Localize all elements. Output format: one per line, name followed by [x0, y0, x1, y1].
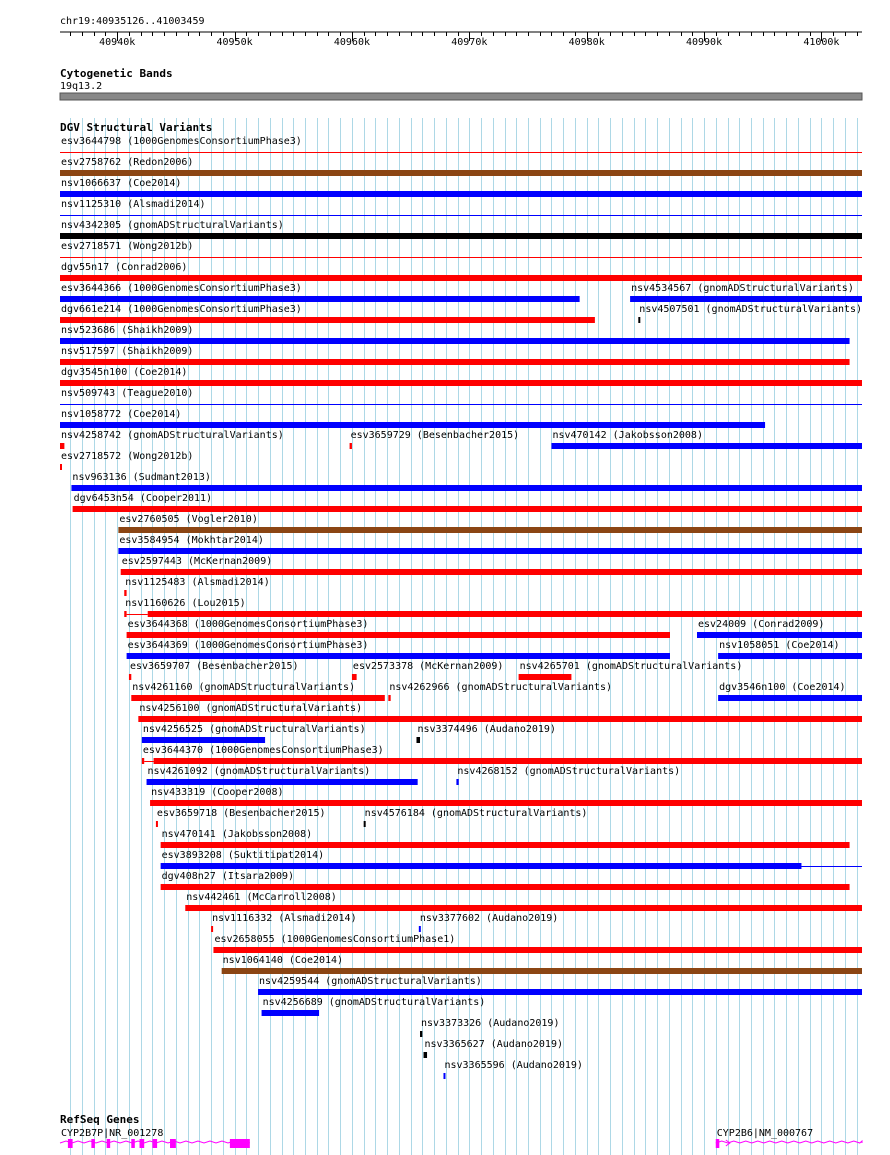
dgv-feature[interactable] [718, 682, 862, 701]
dgv-feature-bar[interactable] [352, 674, 357, 680]
dgv-feature[interactable] [416, 724, 555, 743]
dgv-feature-bar[interactable] [138, 716, 862, 722]
dgv-feature[interactable] [60, 451, 193, 470]
dgv-feature[interactable] [697, 619, 862, 638]
dgv-feature[interactable] [60, 430, 284, 449]
dgv-feature[interactable] [388, 682, 612, 701]
dgv-feature-bar[interactable] [118, 527, 862, 533]
dgv-feature-label: dgv3546n100 (Coe2014) [719, 682, 846, 693]
dgv-feature[interactable] [419, 913, 558, 932]
dgv-feature-label: esv3644798 (1000GenomesConsortiumPhase3) [61, 136, 302, 147]
dgv-feature-label: nsv4256525 (gnomADStructuralVariants) [142, 724, 366, 735]
dgv-feature-label: nsv509743 (Teague2010) [61, 388, 194, 399]
dgv-feature-label: nsv442461 (McCarroll2008) [186, 892, 337, 903]
dgv-feature-label: esv2718571 (Wong2012b) [61, 241, 194, 252]
dgv-feature[interactable] [185, 892, 862, 911]
dgv-feature-bar[interactable] [551, 443, 862, 449]
dgv-feature-bar[interactable] [60, 317, 595, 323]
dgv-feature[interactable] [118, 514, 862, 533]
dgv-feature-label: nsv4507501 (gnomADStructuralVariants) [639, 304, 863, 315]
dgv-feature-bar[interactable] [443, 1073, 445, 1079]
dgv-feature-bar[interactable] [60, 257, 862, 258]
dgv-feature[interactable] [60, 262, 862, 281]
dgv-feature-label: nsv4265701 (gnomADStructuralVariants) [519, 661, 743, 672]
dgv-feature-bar[interactable] [60, 233, 862, 239]
dgv-feature-bar[interactable] [60, 443, 64, 449]
dgv-feature[interactable] [142, 745, 862, 764]
dgv-feature-label: dgv55n17 (Conrad2006) [61, 262, 188, 273]
dgv-feature[interactable] [60, 409, 765, 428]
dgv-feature[interactable] [60, 367, 862, 386]
dgv-feature-bar[interactable] [142, 758, 144, 764]
dgv-feature-label: esv3659729 (Besenbacher2015) [350, 430, 520, 441]
ruler-tick-label: 40970k [451, 37, 488, 48]
dgv-feature-bar[interactable] [124, 590, 126, 596]
dgv-track [60, 121, 862, 1079]
dgv-feature-label: esv3644368 (1000GenomesConsortiumPhase3) [127, 619, 369, 630]
refseq-gene-exon[interactable] [107, 1139, 111, 1148]
dgv-feature-label: nsv963136 (Sudmant2013) [72, 472, 211, 483]
dgv-feature-bar[interactable] [638, 317, 640, 323]
dgv-feature-bar[interactable] [364, 821, 366, 827]
refseq-gene-exon[interactable] [140, 1139, 145, 1148]
dgv-feature[interactable] [60, 220, 862, 239]
refseq-gene[interactable] [60, 1128, 250, 1148]
refseq-gene-exon[interactable] [170, 1139, 176, 1148]
dgv-feature[interactable] [638, 304, 862, 323]
dgv-feature[interactable] [630, 283, 862, 302]
ruler-tick-label: 40940k [99, 37, 136, 48]
dgv-feature[interactable] [161, 850, 862, 869]
dgv-feature[interactable] [60, 199, 862, 216]
dgv-feature-label: esv2658055 (1000GenomesConsortiumPhase1) [214, 934, 456, 945]
dgv-feature[interactable] [124, 577, 270, 596]
dgv-feature[interactable] [60, 157, 862, 176]
dgv-feature-bar[interactable] [124, 611, 126, 617]
dgv-feature-bar[interactable] [127, 632, 670, 638]
dgv-feature-label: dgv3545n100 (Coe2014) [61, 367, 188, 378]
dgv-feature-label: nsv1058772 (Coe2014) [61, 409, 182, 420]
dgv-feature[interactable] [60, 304, 595, 323]
dgv-feature-label: esv3644369 (1000GenomesConsortiumPhase3) [127, 640, 369, 651]
refseq-gene-exon[interactable] [716, 1139, 720, 1148]
dgv-feature[interactable] [60, 241, 862, 258]
dgv-feature[interactable] [352, 661, 504, 680]
dgv-feature-label: nsv3365627 (Audano2019) [424, 1039, 564, 1050]
cytoband-track-title: Cytogenetic Bands [60, 67, 173, 80]
dgv-feature-bar[interactable] [222, 968, 862, 974]
dgv-feature-label: esv3644366 (1000GenomesConsortiumPhase3) [61, 283, 302, 294]
ruler-tick-label: 40990k [685, 37, 723, 48]
dgv-feature-bar[interactable] [131, 695, 385, 701]
dgv-feature-label: nsv4256689 (gnomADStructuralVariants) [262, 997, 486, 1008]
ruler-tick-label: 41000k [803, 37, 840, 48]
dgv-feature-bar[interactable] [60, 152, 862, 153]
dgv-feature-bar[interactable] [156, 821, 158, 827]
dgv-feature-label: nsv4261160 (gnomADStructuralVariants) [132, 682, 356, 693]
dgv-feature-label: nsv1160626 (Lou2015) [125, 598, 246, 609]
dgv-feature[interactable] [156, 808, 326, 827]
dgv-feature[interactable] [142, 724, 366, 743]
dgv-feature-bar[interactable] [154, 758, 862, 764]
refseq-track-title: RefSeq Genes [60, 1113, 140, 1126]
dgv-feature[interactable] [71, 472, 862, 491]
dgv-feature[interactable] [222, 955, 862, 974]
dgv-feature[interactable] [258, 976, 862, 995]
dgv-feature-label: esv2760505 (Vogler2010) [119, 514, 258, 525]
dgv-feature-bar[interactable] [388, 695, 390, 701]
dgv-feature-label: nsv470141 (Jakobsson2008) [161, 829, 313, 840]
dgv-feature[interactable] [262, 997, 486, 1016]
dgv-feature[interactable] [60, 325, 850, 344]
dgv-feature-bar[interactable] [60, 464, 62, 470]
dgv-feature-bar[interactable] [161, 884, 850, 890]
dgv-feature-label: nsv3365596 (Audano2019) [444, 1060, 583, 1071]
dgv-feature-label: nsv1064140 (Coe2014) [222, 955, 344, 966]
dgv-feature-bar[interactable] [419, 926, 421, 932]
dgv-feature-bar[interactable] [350, 443, 352, 449]
dgv-feature-bar[interactable] [60, 338, 850, 344]
dgv-feature-bar[interactable] [416, 737, 420, 743]
ruler-tick-label: 40980k [568, 37, 605, 48]
dgv-feature-label: nsv523686 (Shaikh2009) [61, 325, 194, 336]
refseq-gene-label: CYP2B7P|NR_001278 [61, 1128, 164, 1139]
cytoband-label: 19q13.2 [60, 81, 103, 92]
dgv-feature-bar[interactable] [161, 863, 802, 869]
refseq-track [60, 1113, 862, 1148]
dgv-feature[interactable] [456, 766, 680, 785]
dgv-feature-bar[interactable] [148, 611, 862, 617]
dgv-feature[interactable] [60, 346, 850, 365]
dgv-feature-label: nsv4576184 (gnomADStructuralVariants) [364, 808, 588, 819]
ruler-tick-label: 40960k [333, 37, 370, 48]
dgv-feature-bar[interactable] [150, 800, 862, 806]
dgv-feature[interactable] [73, 493, 862, 512]
cytoband-bar[interactable] [60, 93, 862, 100]
dgv-feature-label: nsv3374496 (Audano2019) [417, 724, 556, 735]
refseq-gene[interactable] [716, 1128, 862, 1148]
dgv-feature[interactable] [121, 556, 862, 575]
dgv-feature-bar[interactable] [118, 548, 862, 554]
dgv-feature-label: nsv4342305 (gnomADStructuralVariants) [61, 220, 284, 231]
dgv-feature-bar[interactable] [60, 422, 765, 428]
dgv-feature-bar[interactable] [519, 674, 572, 680]
dgv-feature[interactable] [127, 619, 670, 638]
dgv-feature[interactable] [420, 1018, 559, 1037]
dgv-feature-label: nsv3373326 (Audano2019) [421, 1018, 560, 1029]
dgv-feature-label: nsv1116332 (Alsmadi2014) [212, 913, 357, 924]
dgv-feature-label: nsv1058051 (Coe2014) [719, 640, 840, 651]
refseq-gene-exon[interactable] [91, 1139, 95, 1148]
ruler-tick-label: 40950k [216, 37, 253, 48]
dgv-feature-bar[interactable] [129, 674, 131, 680]
dgv-feature-label: esv2758762 (Redon2006) [61, 157, 194, 168]
dgv-features [60, 136, 862, 1079]
dgv-feature-bar[interactable] [127, 653, 670, 659]
dgv-feature-label: nsv4262966 (gnomADStructuralVariants) [389, 682, 613, 693]
dgv-feature-label: nsv4259544 (gnomADStructuralVariants) [259, 976, 482, 987]
dgv-feature-label: nsv470142 (Jakobsson2008) [552, 430, 703, 441]
dgv-feature[interactable] [129, 661, 299, 680]
dgv-feature-label: esv3644370 (1000GenomesConsortiumPhase3) [142, 745, 384, 756]
dgv-feature-bar[interactable] [147, 779, 418, 785]
refseq-genes [60, 1128, 862, 1148]
refseq-gene-label: CYP2B6|NM_000767 [716, 1128, 814, 1139]
dgv-feature-bar[interactable] [185, 905, 862, 911]
ruler-ticks [71, 32, 858, 48]
dgv-feature-label: esv2573378 (McKernan2009) [352, 661, 504, 672]
dgv-feature-bar[interactable] [60, 359, 850, 365]
dgv-feature[interactable] [551, 430, 862, 449]
dgv-feature[interactable] [131, 682, 385, 701]
dgv-feature[interactable] [213, 934, 862, 953]
dgv-feature-label: dgv408n27 (Itsara2009) [161, 871, 295, 882]
dgv-feature-label: esv2597443 (McKernan2009) [121, 556, 273, 567]
dgv-feature-bar[interactable] [718, 653, 862, 659]
dgv-feature-bar[interactable] [60, 215, 862, 216]
refseq-gene-exon[interactable] [230, 1139, 250, 1148]
dgv-feature-label: nsv1125483 (Alsmadi2014) [125, 577, 270, 588]
dgv-feature-label: nsv4258742 (gnomADStructuralVariants) [61, 430, 284, 441]
dgv-feature[interactable] [364, 808, 588, 827]
dgv-feature-bar[interactable] [121, 569, 862, 575]
dgv-feature-label: nsv517597 (Shaikh2009) [61, 346, 194, 357]
dgv-feature[interactable] [443, 1060, 582, 1079]
dgv-feature-label: esv3893208 (Suktitipat2014) [161, 850, 325, 861]
dgv-feature-bar[interactable] [697, 632, 862, 638]
dgv-feature-label: esv3659707 (Besenbacher2015) [129, 661, 299, 672]
dgv-feature-bar[interactable] [73, 506, 862, 512]
dgv-feature-bar[interactable] [630, 296, 862, 302]
dgv-feature-label: dgv661e214 (1000GenomesConsortiumPhase3) [61, 304, 302, 315]
dgv-feature-label: dgv6453n54 (Cooper2011) [73, 493, 213, 504]
dgv-feature-bar[interactable] [213, 947, 862, 953]
cytoband-track [60, 67, 862, 100]
dgv-feature-bar[interactable] [60, 170, 862, 176]
dgv-track-title: DGV Structural Variants [60, 121, 213, 134]
dgv-feature[interactable] [60, 283, 580, 302]
dgv-feature-bar[interactable] [60, 380, 862, 386]
dgv-feature-bar[interactable] [60, 296, 580, 302]
dgv-feature-label: nsv4261092 (gnomADStructuralVariants) [147, 766, 371, 777]
dgv-feature-bar[interactable] [424, 1052, 428, 1058]
refseq-gene-exon[interactable] [152, 1139, 157, 1148]
dgv-feature-label: nsv3377602 (Audano2019) [419, 913, 559, 924]
dgv-feature-bar[interactable] [60, 191, 862, 197]
refseq-gene-exon[interactable] [68, 1139, 73, 1148]
dgv-feature-label: nsv4268152 (gnomADStructuralVariants) [457, 766, 681, 777]
dgv-feature-bar[interactable] [262, 1010, 320, 1016]
dgv-feature-label: nsv1066637 (Coe2014) [61, 178, 182, 189]
dgv-feature-label: esv24009 (Conrad2009) [697, 619, 825, 630]
dgv-feature-bar[interactable] [161, 842, 850, 848]
dgv-feature-label: nsv4534567 (gnomADStructuralVariants) [631, 283, 854, 294]
dgv-feature-bar[interactable] [60, 275, 862, 281]
dgv-feature-bar[interactable] [258, 989, 862, 995]
dgv-feature[interactable] [150, 787, 862, 806]
dgv-feature-label: esv2718572 (Wong2012b) [61, 451, 194, 462]
refseq-gene-exon[interactable] [131, 1139, 135, 1148]
dgv-feature[interactable] [127, 640, 670, 659]
dgv-feature-bar[interactable] [456, 779, 458, 785]
dgv-feature[interactable] [211, 913, 357, 932]
dgv-feature[interactable] [60, 136, 862, 153]
dgv-feature-bar[interactable] [420, 1031, 422, 1037]
dgv-feature-label: nsv1125310 (Alsmadi2014) [61, 199, 206, 210]
refseq-gene-intron [716, 1141, 862, 1143]
dgv-feature[interactable] [519, 661, 743, 680]
ruler [60, 16, 862, 48]
dgv-feature-label: nsv433319 (Cooper2008) [151, 787, 284, 798]
dgv-feature-bar[interactable] [142, 737, 265, 743]
dgv-feature[interactable] [138, 703, 862, 722]
dgv-feature[interactable] [60, 178, 862, 197]
dgv-feature-bar[interactable] [71, 485, 862, 491]
dgv-feature-label: nsv4256100 (gnomADStructuralVariants) [139, 703, 363, 714]
dgv-feature-bar[interactable] [60, 404, 862, 405]
region-label: chr19:40935126..41003459 [60, 16, 205, 27]
dgv-feature-label: esv3659718 (Besenbacher2015) [156, 808, 326, 819]
dgv-feature[interactable] [718, 640, 862, 659]
dgv-feature-label: esv3584954 (Mokhtar2014) [119, 535, 264, 546]
dgv-feature-bar[interactable] [211, 926, 213, 932]
dgv-feature-bar[interactable] [718, 695, 862, 701]
dgv-feature[interactable] [147, 766, 418, 785]
dgv-feature[interactable] [118, 535, 862, 554]
dgv-feature[interactable] [60, 388, 862, 405]
